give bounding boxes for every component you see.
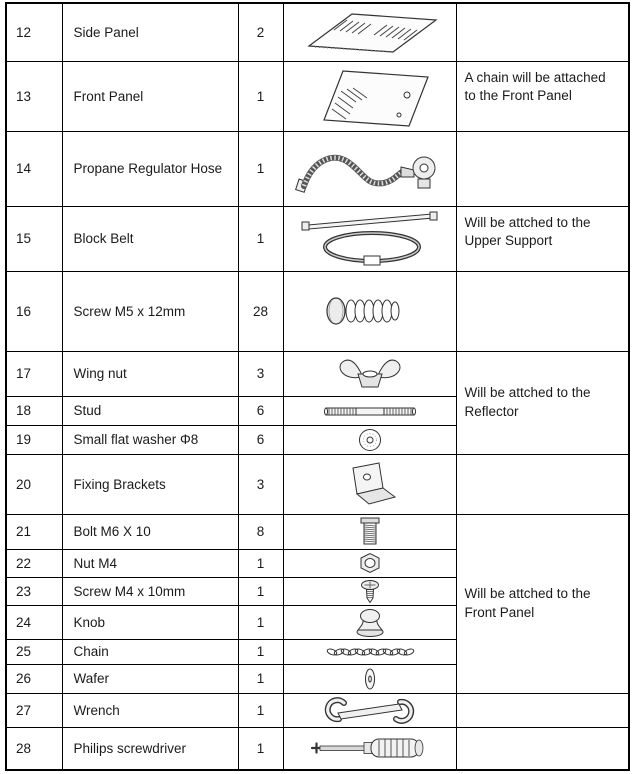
part-number: 21 bbox=[6, 514, 62, 549]
part-note-empty bbox=[456, 454, 629, 514]
part-name: Propane Regulator Hose bbox=[62, 131, 238, 206]
part-number: 18 bbox=[6, 396, 62, 425]
part-name: Screw M5 x 12mm bbox=[62, 271, 238, 351]
part-image-cell bbox=[283, 514, 456, 549]
part-number: 23 bbox=[6, 577, 62, 605]
part-note-empty bbox=[456, 131, 629, 206]
part-number: 26 bbox=[6, 664, 62, 693]
table-row bbox=[6, 271, 629, 351]
stud-icon bbox=[320, 402, 420, 420]
part-qty: 1 bbox=[238, 664, 283, 693]
table-row bbox=[6, 727, 629, 770]
part-name: Small flat washer Φ8 bbox=[62, 425, 238, 454]
part-image-cell bbox=[283, 351, 456, 396]
table-row bbox=[6, 514, 629, 549]
part-image-cell bbox=[283, 61, 456, 131]
part-name: Front Panel bbox=[62, 61, 238, 131]
part-qty: 6 bbox=[238, 425, 283, 454]
part-image-cell bbox=[283, 131, 456, 206]
flat-washer-icon bbox=[357, 427, 383, 453]
table-row bbox=[6, 351, 629, 396]
part-qty: 3 bbox=[238, 351, 283, 396]
part-image-cell bbox=[283, 3, 456, 61]
part-number: 20 bbox=[6, 454, 62, 514]
table-row bbox=[6, 61, 629, 131]
part-image-cell bbox=[283, 577, 456, 605]
part-note-empty bbox=[456, 693, 629, 727]
part-note: Will be attched to the Reflector bbox=[456, 351, 629, 454]
part-qty: 1 bbox=[238, 549, 283, 577]
part-qty: 1 bbox=[238, 605, 283, 639]
propane-regulator-hose-icon bbox=[290, 136, 450, 202]
part-image-cell bbox=[283, 727, 456, 770]
part-number: 17 bbox=[6, 351, 62, 396]
parts-table bbox=[5, 2, 630, 771]
part-qty: 6 bbox=[238, 396, 283, 425]
part-image-cell bbox=[283, 271, 456, 351]
block-belt-icon bbox=[290, 210, 450, 268]
part-name: Fixing Brackets bbox=[62, 454, 238, 514]
part-name: Nut M4 bbox=[62, 549, 238, 577]
part-name: Stud bbox=[62, 396, 238, 425]
part-image-cell bbox=[283, 693, 456, 727]
part-qty: 3 bbox=[238, 454, 283, 514]
part-note: Will be attched to the Front Panel bbox=[456, 514, 629, 693]
part-image-cell bbox=[283, 605, 456, 639]
part-name: Philips screwdriver bbox=[62, 727, 238, 770]
part-name: Bolt M6 X 10 bbox=[62, 514, 238, 549]
fixing-bracket-icon bbox=[335, 458, 405, 510]
chain-icon bbox=[320, 645, 420, 659]
part-number: 13 bbox=[6, 61, 62, 131]
part-number: 24 bbox=[6, 605, 62, 639]
part-image-cell bbox=[283, 454, 456, 514]
part-number: 16 bbox=[6, 271, 62, 351]
part-number: 25 bbox=[6, 639, 62, 664]
part-image-cell bbox=[283, 425, 456, 454]
part-note-empty bbox=[456, 727, 629, 770]
part-name: Wafer bbox=[62, 664, 238, 693]
part-qty: 1 bbox=[238, 206, 283, 271]
bolt-icon bbox=[352, 516, 388, 547]
part-number: 22 bbox=[6, 549, 62, 577]
part-name: Screw M4 x 10mm bbox=[62, 577, 238, 605]
side-panel-icon bbox=[295, 7, 445, 57]
part-name: Side Panel bbox=[62, 3, 238, 61]
part-number: 19 bbox=[6, 425, 62, 454]
part-image-cell bbox=[283, 206, 456, 271]
table-row bbox=[6, 3, 629, 61]
screw-m4-icon bbox=[355, 579, 385, 604]
table-row bbox=[6, 454, 629, 514]
part-qty: 1 bbox=[238, 727, 283, 770]
part-number: 12 bbox=[6, 3, 62, 61]
table-row bbox=[6, 693, 629, 727]
wrench-icon bbox=[314, 695, 426, 725]
part-name: Chain bbox=[62, 639, 238, 664]
wafer-icon bbox=[356, 666, 384, 692]
philips-screwdriver-icon bbox=[307, 732, 432, 764]
part-note: A chain will be attached to the Front Panel bbox=[456, 61, 629, 131]
front-panel-icon bbox=[295, 65, 445, 127]
screw-m5-icon bbox=[318, 288, 422, 334]
part-number: 27 bbox=[6, 693, 62, 727]
part-note: Will be attched to the Upper Support bbox=[456, 206, 629, 271]
part-qty: 28 bbox=[238, 271, 283, 351]
nut-icon bbox=[353, 551, 387, 576]
part-image-cell bbox=[283, 549, 456, 577]
part-note-empty bbox=[456, 271, 629, 351]
part-number: 28 bbox=[6, 727, 62, 770]
part-name: Wing nut bbox=[62, 351, 238, 396]
table-row bbox=[6, 206, 629, 271]
part-qty: 1 bbox=[238, 693, 283, 727]
knob-icon bbox=[349, 607, 391, 638]
part-qty: 1 bbox=[238, 639, 283, 664]
part-number: 15 bbox=[6, 206, 62, 271]
table-row bbox=[6, 131, 629, 206]
part-name: Block Belt bbox=[62, 206, 238, 271]
part-name: Wrench bbox=[62, 693, 238, 727]
wing-nut-icon bbox=[330, 355, 410, 393]
part-number: 14 bbox=[6, 131, 62, 206]
part-qty: 1 bbox=[238, 61, 283, 131]
part-name: Knob bbox=[62, 605, 238, 639]
part-qty: 1 bbox=[238, 577, 283, 605]
part-qty: 1 bbox=[238, 131, 283, 206]
part-image-cell bbox=[283, 664, 456, 693]
part-note-empty bbox=[456, 3, 629, 61]
part-image-cell bbox=[283, 396, 456, 425]
part-qty: 8 bbox=[238, 514, 283, 549]
part-qty: 2 bbox=[238, 3, 283, 61]
part-image-cell bbox=[283, 639, 456, 664]
